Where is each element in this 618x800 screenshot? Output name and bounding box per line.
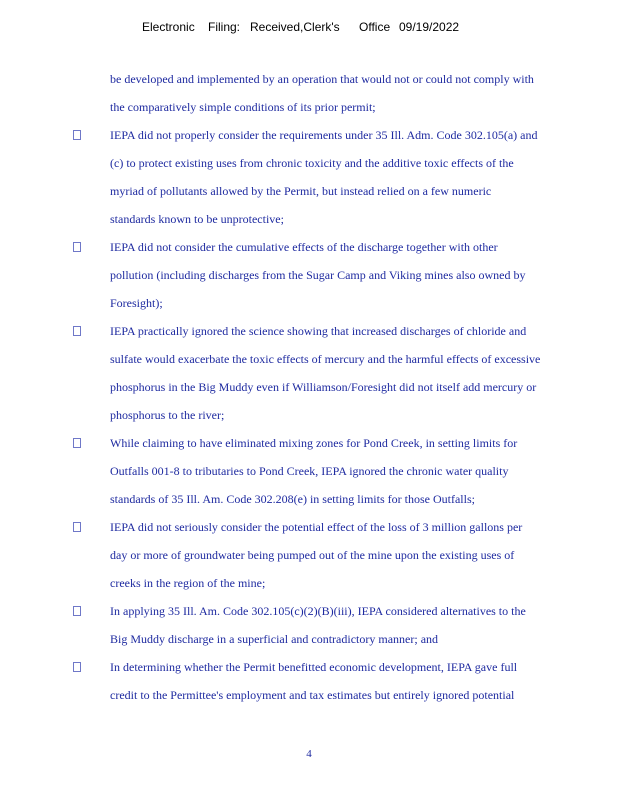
text-line: In applying 35 Ill. Am. Code 302.105(c)(2)(B)(iii), IEPA considered alternatives to the xyxy=(110,604,526,618)
text-line: Outfalls 001-8 to tributaries to Pond Creek, IEPA ignored the chronic water quality xyxy=(110,464,509,478)
text-line: be developed and implemented by an operation that would not or could not comply with xyxy=(110,72,534,86)
text-line: sulfate would exacerbate the toxic effects of mercury and the harmful effects of excessive xyxy=(110,352,541,366)
text-line: myriad of pollutants allowed by the Permit, but instead relied on a few numeric xyxy=(110,184,492,198)
header-date: 09/19/2022 xyxy=(399,20,460,34)
bullet-icon xyxy=(73,242,81,252)
text-line: phosphorus to the river; xyxy=(110,408,225,422)
text-line: Foresight); xyxy=(110,296,163,310)
text-line: While claiming to have eliminated mixing zones for Pond Creek, in setting limits for xyxy=(110,436,518,450)
text-line: In determining whether the Permit benefitted economic development, IEPA gave full xyxy=(110,660,518,674)
text-line: standards known to be unprotective; xyxy=(110,212,284,226)
text-line: Big Muddy discharge in a superficial and contradictory manner; and xyxy=(110,632,439,646)
bullet-icon xyxy=(73,326,81,336)
text-line: (c) to protect existing uses from chronic toxicity and the additive toxic effects of the xyxy=(110,156,514,170)
bullet-icon xyxy=(73,438,81,448)
bullet-icon xyxy=(73,130,81,140)
bullet-icon xyxy=(73,522,81,532)
text-line: IEPA practically ignored the science showing that increased discharges of chloride and xyxy=(110,324,527,338)
text-line: phosphorus in the Big Muddy even if Williamson/Foresight did not itself add mercury or xyxy=(110,380,537,394)
bullet-icon xyxy=(73,606,81,616)
text-line: credit to the Permittee's employment and tax estimates but entirely ignored potential xyxy=(110,688,515,702)
page-number: 4 xyxy=(306,748,312,760)
header-office: Office xyxy=(359,20,391,34)
text-line: IEPA did not seriously consider the potential effect of the loss of 3 million gallons per xyxy=(110,520,523,534)
bullet-icon xyxy=(73,662,81,672)
text-line: IEPA did not properly consider the requirements under 35 Ill. Adm. Code 302.105(a) and xyxy=(110,128,538,142)
text-line: standards of 35 Ill. Am. Code 302.208(e) in setting limits for those Outfalls; xyxy=(110,492,475,506)
header-filing: Filing: xyxy=(208,20,241,34)
text-line: creeks in the region of the mine; xyxy=(110,576,266,590)
text-line: day or more of groundwater being pumped out of the mine upon the existing uses of xyxy=(110,548,515,562)
header-received: Received,Clerk's xyxy=(250,20,340,34)
text-line: IEPA did not consider the cumulative effects of the discharge together with other xyxy=(110,240,498,254)
text-line: pollution (including discharges from the Sugar Camp and Viking mines also owned by xyxy=(110,268,526,282)
header-electronic: Electronic xyxy=(142,20,195,34)
text-line: the comparatively simple conditions of its prior permit; xyxy=(110,100,376,114)
